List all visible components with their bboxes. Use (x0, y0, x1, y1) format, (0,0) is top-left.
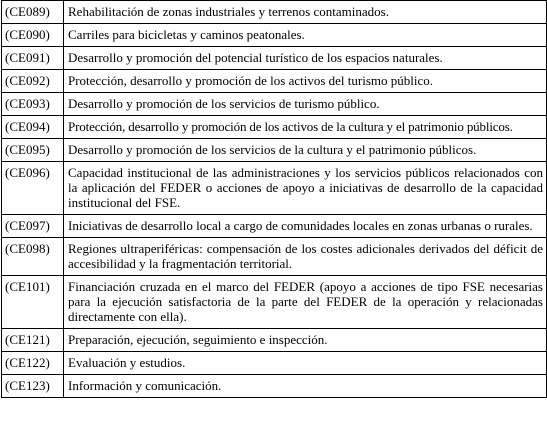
row-description: Protección, desarrollo y promoción de los activos de la cultura y el patrimonio públicos. (64, 116, 547, 139)
row-description: Iniciativas de desarrollo local a cargo de comunidades locales en zonas urbanas o rurales. (64, 215, 547, 238)
row-code: (CE091) (2, 47, 64, 70)
row-description: Evaluación y estudios. (64, 352, 547, 375)
row-description: Capacidad institucional de las administraciones y los servicios públicos relacionados con la aplicación del FEDER o acciones de apoyo a iniciativas de desarrollo de la capacidad institucional del FSE. (64, 162, 547, 215)
table-row (2, 215, 547, 238)
row-description: Rehabilitación de zonas industriales y terrenos contaminados. (64, 1, 547, 24)
table-row (2, 276, 547, 329)
row-code: (CE096) (2, 162, 64, 215)
table-row (2, 47, 547, 70)
row-code: (CE093) (2, 93, 64, 116)
table-row (2, 70, 547, 93)
intervention-codes-table (1, 0, 547, 398)
table-row (2, 116, 547, 139)
row-code: (CE095) (2, 139, 64, 162)
row-description: Carriles para bicicletas y caminos peatonales. (64, 24, 547, 47)
row-code: (CE092) (2, 70, 64, 93)
row-code: (CE123) (2, 375, 64, 398)
row-description: Financiación cruzada en el marco del FEDER (apoyo a acciones de tipo FSE necesarias para la ejecución satisfactoria de la parte del FEDER de la operación y relacionadas directamente con ella). (64, 276, 547, 329)
table-row (2, 352, 547, 375)
table-row (2, 93, 547, 116)
row-description: Regiones ultraperiféricas: compensación de los costes adicionales derivados del déficit de accesibilidad y la fragmentación territorial. (64, 238, 547, 276)
row-code: (CE090) (2, 24, 64, 47)
row-description: Desarrollo y promoción de los servicios de turismo público. (64, 93, 547, 116)
table-row (2, 375, 547, 398)
table-row (2, 329, 547, 352)
row-description: Información y comunicación. (64, 375, 547, 398)
table-row (2, 162, 547, 215)
table-row (2, 24, 547, 47)
row-code: (CE122) (2, 352, 64, 375)
row-code: (CE094) (2, 116, 64, 139)
row-description: Desarrollo y promoción del potencial turístico de los espacios naturales. (64, 47, 547, 70)
table-row (2, 139, 547, 162)
row-description: Desarrollo y promoción de los servicios de la cultura y el patrimonio públicos. (64, 139, 547, 162)
row-code: (CE121) (2, 329, 64, 352)
row-code: (CE097) (2, 215, 64, 238)
row-code: (CE098) (2, 238, 64, 276)
row-code: (CE089) (2, 1, 64, 24)
table-row (2, 238, 547, 276)
row-code: (CE101) (2, 276, 64, 329)
row-description: Preparación, ejecución, seguimiento e inspección. (64, 329, 547, 352)
row-description: Protección, desarrollo y promoción de los activos del turismo público. (64, 70, 547, 93)
table-row (2, 1, 547, 24)
